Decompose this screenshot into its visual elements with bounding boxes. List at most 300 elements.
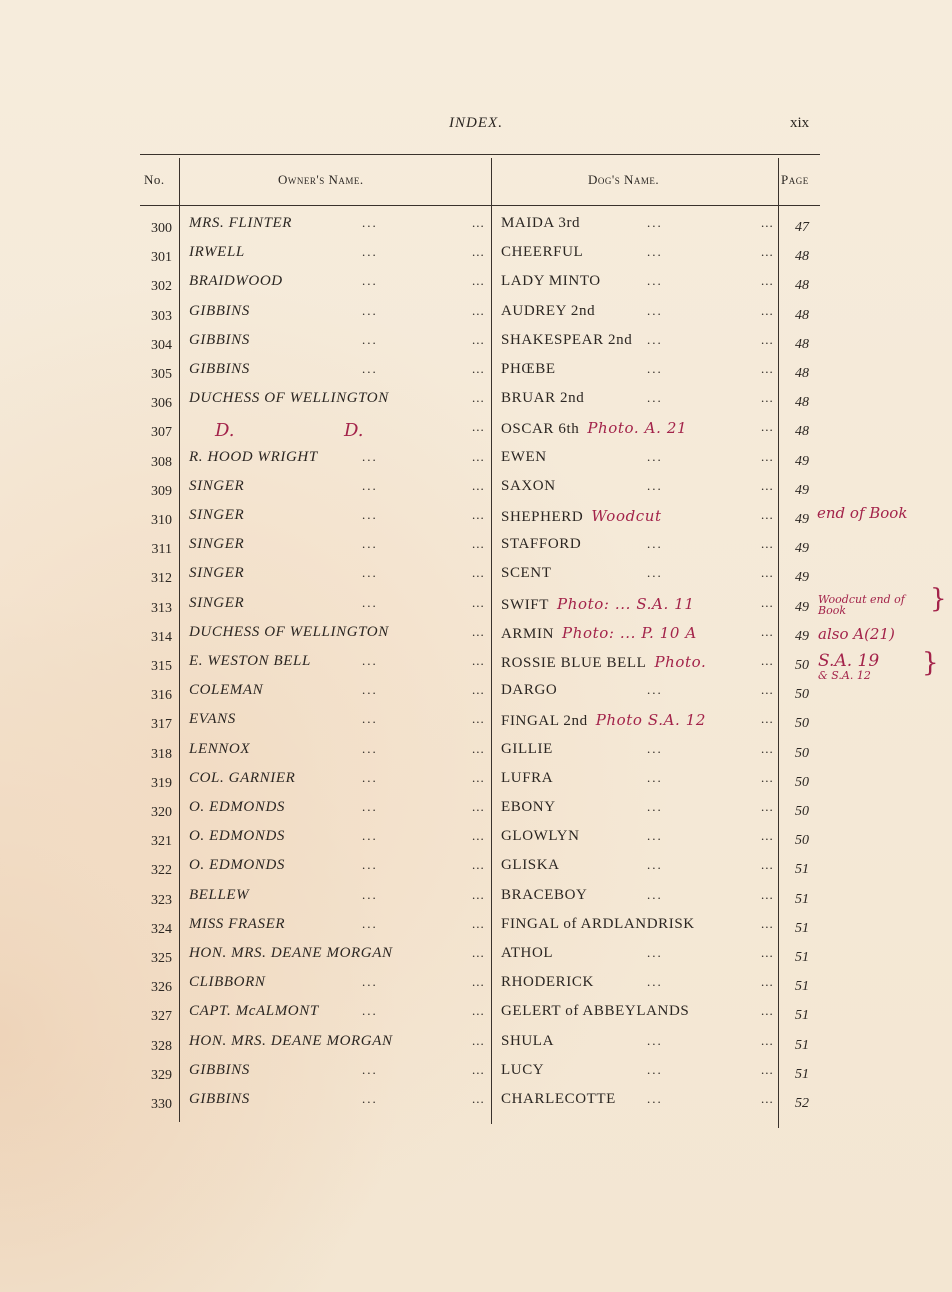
- dog-name: [501, 1091, 616, 1108]
- leader-dots: ...: [647, 565, 663, 581]
- entry-number: 316: [151, 688, 172, 704]
- handwritten-note: Photo. A. 21: [587, 419, 688, 438]
- dog-name-text: GILLIE: [501, 740, 553, 757]
- leader-dots: ...: [647, 799, 663, 814]
- page-ref: 50: [795, 745, 809, 761]
- leader-dots: ...: [761, 623, 774, 639]
- entry-number: 315: [151, 659, 172, 674]
- entry-number: 310: [151, 513, 172, 528]
- leader-dots: ...: [761, 1032, 774, 1048]
- dog-name: [501, 273, 601, 290]
- table-row: [0, 1001, 952, 1030]
- entry-number: 327: [151, 1009, 172, 1025]
- owner-name: LENNOX: [189, 740, 251, 757]
- entry-number: 326: [151, 980, 172, 996]
- leader-dots: ...: [362, 215, 378, 230]
- leader-dots: ...: [472, 799, 485, 814]
- dog-name: [501, 1062, 544, 1079]
- dog-name-text: STAFFORD: [501, 536, 582, 553]
- dog-name-text: LUCY: [501, 1061, 545, 1078]
- leader-dots: ...: [647, 215, 663, 230]
- leader-dots: ...: [761, 331, 774, 347]
- column-header-page: Page: [781, 172, 809, 187]
- header-rule: [492, 205, 778, 206]
- leader-dots: ...: [647, 886, 663, 902]
- table-row: [0, 1089, 952, 1118]
- leader-dots: ...: [647, 331, 663, 347]
- page-ref: 50: [795, 716, 809, 732]
- leader-dots: ...: [362, 799, 378, 814]
- margin-note: S.A. 19: [818, 651, 880, 671]
- entry-number: 323: [151, 892, 172, 908]
- dog-name: [501, 419, 687, 438]
- dog-name: [501, 361, 556, 378]
- owner-name: DUCHESS OF WELLINGTON: [189, 390, 389, 407]
- page-ref: 49: [795, 541, 809, 557]
- leader-dots: ...: [761, 536, 774, 552]
- entry-number: 329: [151, 1067, 172, 1083]
- leader-dots: ...: [362, 653, 378, 668]
- owner-name: EVANS: [189, 711, 236, 728]
- dog-name-text: ATHOL: [501, 945, 554, 961]
- leader-dots: ...: [362, 302, 378, 318]
- leader-dots: ...: [362, 711, 378, 727]
- header-rule: [778, 205, 820, 206]
- leader-dots: ...: [647, 1061, 663, 1077]
- owner-name: COL. GARNIER: [189, 769, 296, 786]
- table-row: [0, 943, 952, 972]
- page-ref: 48: [795, 307, 809, 323]
- leader-dots: ...: [761, 740, 774, 756]
- leader-dots: ...: [761, 1061, 774, 1077]
- page-ref: 51: [795, 1066, 809, 1082]
- page-ref: 51: [795, 979, 809, 995]
- leader-dots: ...: [647, 1091, 663, 1106]
- dog-name: [501, 828, 580, 845]
- table-row: [0, 709, 952, 738]
- page-ref: 49: [795, 453, 809, 469]
- dog-name-text: SHAKESPEAR 2nd: [501, 331, 633, 348]
- page-ref: 49: [795, 482, 809, 498]
- dog-name: [501, 624, 697, 643]
- leader-dots: ...: [472, 828, 485, 844]
- table-row: [0, 476, 952, 505]
- leader-dots: ...: [761, 1091, 774, 1106]
- page-ref: 48: [795, 424, 809, 440]
- dog-name-text: ARMIN: [501, 625, 555, 642]
- owner-name: MISS FRASER: [189, 915, 286, 932]
- leader-dots: ...: [647, 740, 663, 756]
- handwritten-note: Photo S.A. 12: [595, 711, 707, 730]
- leader-dots: ...: [472, 682, 485, 698]
- dog-name-text: LADY MINTO: [501, 273, 601, 290]
- leader-dots: ...: [647, 536, 663, 552]
- leader-dots: ...: [761, 857, 774, 873]
- leader-dots: ...: [362, 974, 378, 990]
- leader-dots: ...: [362, 594, 378, 610]
- leader-dots: ...: [362, 477, 378, 493]
- dog-name-text: SWIFT: [501, 596, 549, 613]
- column-header-dog: Dog's Name.: [588, 172, 660, 187]
- leader-dots: ...: [761, 828, 774, 844]
- leader-dots: ...: [472, 1091, 485, 1106]
- table-row: [0, 534, 952, 563]
- dog-name: [501, 653, 706, 672]
- leader-dots: ...: [472, 623, 485, 639]
- leader-dots: ...: [761, 799, 774, 814]
- page-number: xix: [790, 115, 810, 131]
- leader-dots: ...: [647, 244, 663, 260]
- page-ref: 49: [795, 628, 809, 644]
- owner-name: COLEMAN: [189, 682, 264, 699]
- dog-name-text: ROSSIE BLUE BELL: [501, 655, 647, 671]
- leader-dots: ...: [472, 273, 485, 289]
- owner-name: SINGER: [189, 507, 245, 523]
- leader-dots: ...: [472, 974, 485, 990]
- dog-name: [501, 449, 547, 466]
- leader-dots: ...: [761, 915, 774, 931]
- entry-number: 305: [151, 367, 172, 382]
- leader-dots: ...: [647, 273, 663, 289]
- dog-name-text: BRUAR 2nd: [501, 390, 585, 407]
- brace-mark: }: [922, 648, 939, 678]
- page-ref: 51: [795, 1008, 809, 1024]
- leader-dots: ...: [472, 507, 485, 522]
- page-ref: 49: [795, 512, 809, 527]
- table-row: [0, 768, 952, 797]
- leader-dots: ...: [761, 769, 774, 785]
- header-rule: [180, 205, 492, 206]
- dog-name: [501, 390, 584, 407]
- table-row: [0, 972, 952, 1001]
- table-row: [0, 1031, 952, 1060]
- page-ref: 50: [795, 658, 809, 673]
- leader-dots: ...: [362, 828, 378, 844]
- table-row: [0, 359, 952, 388]
- leader-dots: ...: [362, 331, 378, 347]
- leader-dots: ...: [647, 828, 663, 844]
- owner-name: O. EDMONDS: [189, 828, 285, 845]
- leader-dots: ...: [472, 536, 485, 552]
- leader-dots: ...: [761, 565, 774, 581]
- leader-dots: ...: [761, 448, 774, 464]
- owner-name: R. HOOD WRIGHT: [189, 448, 318, 465]
- owner-name: GIBBINS: [189, 361, 250, 377]
- leader-dots: ...: [472, 361, 485, 376]
- page-ref: 48: [795, 366, 809, 381]
- leader-dots: ...: [472, 915, 485, 931]
- owner-name: SINGER: [189, 594, 245, 611]
- leader-dots: ...: [647, 361, 663, 376]
- entry-number: 311: [151, 542, 172, 558]
- column-header-owner: Owner's Name.: [278, 172, 364, 187]
- leader-dots: ...: [647, 857, 663, 873]
- table-row: [0, 447, 952, 476]
- page-ref: 47: [795, 220, 809, 235]
- page-ref: 50: [795, 804, 809, 819]
- dog-name-text: OSCAR 6th: [501, 421, 580, 438]
- owner-name: SINGER: [189, 477, 245, 494]
- leader-dots: ...: [472, 1061, 485, 1077]
- leader-dots: ...: [362, 886, 378, 902]
- owner-name: GIBBINS: [189, 1091, 250, 1107]
- entry-number: 318: [151, 746, 172, 762]
- owner-name: SINGER: [189, 565, 245, 582]
- owner-name: GIBBINS: [189, 331, 250, 348]
- entry-number: 302: [151, 279, 172, 295]
- table-row: [0, 213, 952, 242]
- table-row: [0, 651, 952, 680]
- page-ref: 51: [795, 862, 809, 878]
- entry-number: 301: [151, 250, 172, 266]
- table-row: [0, 330, 952, 359]
- dog-name-text: FINGAL of ARDLANDRISK: [501, 915, 695, 932]
- dog-name: [501, 799, 556, 816]
- dog-name-text: LUFRA: [501, 769, 554, 786]
- leader-dots: ...: [362, 857, 378, 873]
- leader-dots: ...: [472, 448, 485, 464]
- leader-dots: ...: [647, 1032, 663, 1048]
- page-ref: 50: [795, 833, 809, 849]
- leader-dots: ...: [761, 390, 774, 406]
- entry-number: 304: [151, 337, 172, 353]
- owner-name: SINGER: [189, 536, 245, 553]
- leader-dots: ...: [472, 711, 485, 727]
- page-ref: 51: [795, 891, 809, 907]
- dog-name: [501, 244, 583, 261]
- leader-dots: ...: [472, 594, 485, 610]
- dog-name: [501, 215, 580, 232]
- handwritten-note: Photo.: [654, 653, 707, 671]
- table-row: [0, 680, 952, 709]
- entry-number: 300: [151, 221, 172, 236]
- dog-name-text: BRACEBOY: [501, 886, 588, 903]
- dog-name-text: FINGAL 2nd: [501, 713, 588, 730]
- leader-dots: ...: [761, 507, 774, 522]
- leader-dots: ...: [647, 477, 663, 493]
- page-ref: 50: [795, 687, 809, 703]
- dog-name-text: GELERT of ABBEYLANDS: [501, 1003, 690, 1020]
- leader-dots: ...: [761, 594, 774, 610]
- table-row: [0, 739, 952, 768]
- leader-dots: ...: [362, 682, 378, 698]
- leader-dots: ...: [472, 1003, 485, 1019]
- entry-number: 324: [151, 921, 172, 937]
- leader-dots: ...: [761, 361, 774, 376]
- leader-dots: ...: [761, 945, 774, 960]
- leader-dots: ...: [647, 302, 663, 318]
- leader-dots: ...: [761, 974, 774, 990]
- dog-name: [501, 303, 595, 320]
- owner-name: E. WESTON BELL: [189, 653, 311, 669]
- page-ref: 49: [795, 570, 809, 586]
- dog-name: [501, 507, 662, 526]
- leader-dots: ...: [761, 273, 774, 289]
- entry-number: 309: [151, 483, 172, 499]
- dog-name: [501, 711, 706, 730]
- leader-dots: ...: [362, 273, 378, 289]
- dog-name: [501, 1033, 554, 1050]
- table-row: [0, 388, 952, 417]
- leader-dots: ...: [472, 857, 485, 873]
- owner-name: CAPT. McALMONT: [189, 1003, 319, 1020]
- leader-dots: ...: [362, 361, 378, 376]
- entry-number: 307: [151, 425, 172, 441]
- brace-mark: }: [930, 584, 947, 614]
- dog-name-text: PHŒBE: [501, 361, 556, 377]
- leader-dots: ...: [472, 390, 485, 406]
- leader-dots: ...: [472, 244, 485, 260]
- table-row: [0, 301, 952, 330]
- dog-name-text: EBONY: [501, 799, 556, 815]
- page-ref: 48: [795, 395, 809, 411]
- table-row: [0, 885, 952, 914]
- leader-dots: ...: [472, 740, 485, 756]
- dog-name-text: SHEPHERD: [501, 509, 584, 525]
- dog-name-text: GLOWLYN: [501, 828, 580, 845]
- page-ref: 48: [795, 249, 809, 265]
- owner-name: MRS. FLINTER: [189, 215, 293, 231]
- leader-dots: ...: [761, 477, 774, 493]
- table-row: [0, 242, 952, 271]
- dog-name-text: SCENT: [501, 565, 552, 582]
- leader-dots: ...: [362, 1003, 378, 1019]
- dog-name: [501, 595, 695, 614]
- dog-name: [501, 887, 587, 904]
- dog-name: [501, 478, 556, 495]
- leader-dots: ...: [761, 682, 774, 698]
- leader-dots: ...: [647, 974, 663, 990]
- page-ref: 49: [795, 599, 809, 615]
- leader-dots: ...: [472, 302, 485, 318]
- entry-number: 312: [151, 571, 172, 587]
- top-rule: [140, 154, 820, 155]
- owner-name: CLIBBORN: [189, 974, 266, 991]
- leader-dots: ...: [472, 477, 485, 493]
- dog-name-text: EWEN: [501, 448, 547, 465]
- header-rule: [140, 205, 180, 206]
- leader-dots: ...: [362, 536, 378, 552]
- owner-name: O. EDMONDS: [189, 857, 285, 874]
- leader-dots: ...: [362, 915, 378, 931]
- leader-dots: ...: [761, 302, 774, 318]
- leader-dots: ...: [472, 886, 485, 902]
- leader-dots: ...: [362, 244, 378, 260]
- dog-name: [501, 770, 553, 787]
- dog-name-text: AUDREY 2nd: [501, 302, 596, 319]
- leader-dots: ...: [472, 769, 485, 785]
- page-ref: 52: [795, 1096, 809, 1111]
- dog-name: [501, 1003, 689, 1020]
- owner-name: BELLEW: [189, 886, 250, 903]
- table-row: [0, 417, 952, 446]
- leader-dots: ...: [761, 215, 774, 230]
- leader-dots: ...: [362, 565, 378, 581]
- table-row: [0, 505, 952, 534]
- dog-name-text: SAXON: [501, 477, 556, 494]
- entry-number: 319: [151, 775, 172, 791]
- margin-note: Woodcut end of Book: [818, 593, 905, 617]
- table-row: [0, 826, 952, 855]
- entry-number: 303: [151, 308, 172, 324]
- leader-dots: ...: [761, 419, 774, 435]
- entry-number: 314: [151, 629, 172, 645]
- leader-dots: ...: [761, 653, 774, 668]
- owner-name: BRAIDWOOD: [189, 273, 283, 290]
- entry-number: 330: [151, 1097, 172, 1112]
- table-row: [0, 622, 952, 651]
- leader-dots: ...: [362, 740, 378, 756]
- ditto-mark: D.: [215, 420, 235, 441]
- entry-number: 325: [151, 951, 172, 966]
- leader-dots: ...: [647, 448, 663, 464]
- leader-dots: ...: [472, 419, 485, 435]
- leader-dots: ...: [472, 331, 485, 347]
- leader-dots: ...: [761, 1003, 774, 1019]
- dog-name-text: DARGO: [501, 682, 558, 699]
- leader-dots: ...: [362, 448, 378, 464]
- ditto-mark: D.: [344, 420, 364, 441]
- table-row: [0, 593, 952, 622]
- leader-dots: ...: [761, 711, 774, 727]
- handwritten-note: Photo: ... S.A. 11: [557, 594, 695, 613]
- leader-dots: ...: [647, 390, 663, 406]
- entry-number: 321: [151, 834, 172, 850]
- leader-dots: ...: [362, 1091, 378, 1106]
- handwritten-note: Photo: ... P. 10 A: [562, 623, 697, 642]
- margin-note: end of Book: [817, 504, 908, 522]
- leader-dots: ...: [647, 945, 663, 960]
- table-row: [0, 563, 952, 592]
- dog-name: [501, 974, 594, 991]
- leader-dots: ...: [472, 1032, 485, 1048]
- dog-name: [501, 682, 557, 699]
- page-ref: 48: [795, 278, 809, 294]
- table-row: [0, 1060, 952, 1089]
- table-row: [0, 914, 952, 943]
- leader-dots: ...: [647, 682, 663, 698]
- owner-name: O. EDMONDS: [189, 799, 285, 815]
- page-ref: 50: [795, 774, 809, 790]
- leader-dots: ...: [472, 945, 485, 960]
- page-ref: 51: [795, 1037, 809, 1053]
- owner-name: DUCHESS OF WELLINGTON: [189, 623, 389, 640]
- dog-name: [501, 565, 552, 582]
- column-header-no: No.: [144, 172, 165, 187]
- margin-note: also A(21): [818, 625, 895, 643]
- dog-name: [501, 916, 695, 933]
- leader-dots: ...: [761, 886, 774, 902]
- entry-number: 320: [151, 805, 172, 820]
- dog-name-text: MAIDA 3rd: [501, 215, 581, 231]
- dog-name-text: CHARLECOTTE: [501, 1091, 616, 1107]
- handwritten-note: Woodcut: [591, 507, 662, 525]
- entry-number: 328: [151, 1038, 172, 1054]
- dog-name: [501, 945, 553, 962]
- leader-dots: ...: [761, 244, 774, 260]
- leader-dots: ...: [472, 653, 485, 668]
- leader-dots: ...: [472, 215, 485, 230]
- page-ref: 48: [795, 336, 809, 352]
- owner-name: GIBBINS: [189, 302, 250, 319]
- owner-name: HON. MRS. DEANE MORGAN: [189, 1032, 393, 1049]
- dog-name: [501, 857, 560, 874]
- entry-number: 322: [151, 863, 172, 879]
- table-row: [0, 797, 952, 826]
- leader-dots: ...: [362, 769, 378, 785]
- page-title: INDEX.: [449, 115, 503, 131]
- owner-name: HON. MRS. DEANE MORGAN: [189, 945, 393, 961]
